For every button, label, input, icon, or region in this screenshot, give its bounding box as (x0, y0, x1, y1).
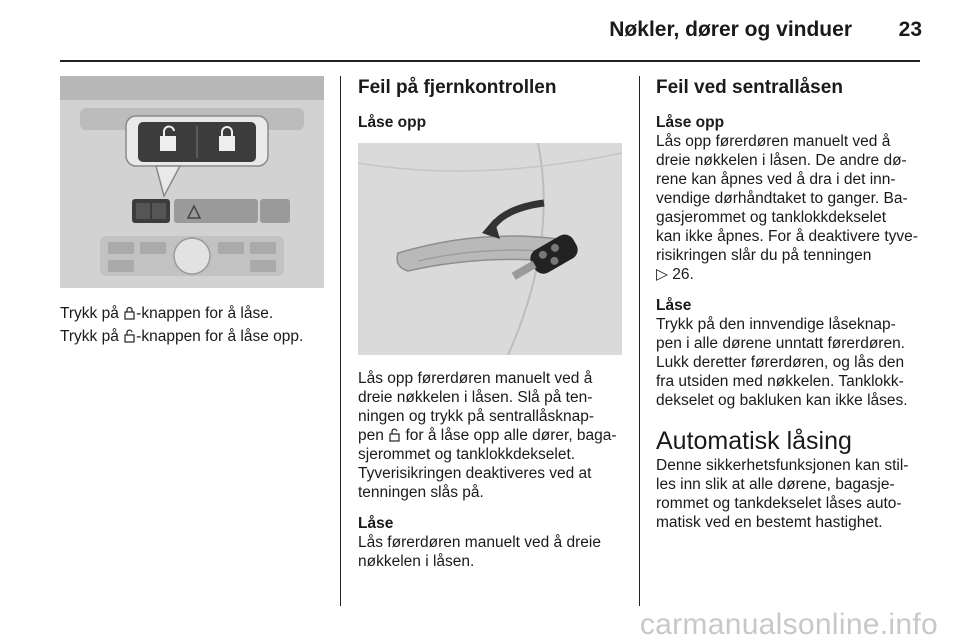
column-right (656, 76, 924, 532)
lock-instruction: Trykk på -knappen for å låse. (60, 305, 274, 322)
central-fault-unlock-text: Lås opp førerdøren manuelt ved å dreie nøkkelen i låsen. De andre dø- rene kan åpnes ved å dra i det inn- vendige dørhåndtaket to ganger. Ba- gasjerommet og tanklokkdekselet kan ikke åpnes. For å deaktivere tyve- risikringen slår du på tenningen ▷ 26. (656, 133, 918, 283)
subheading-lock: Låse (358, 515, 394, 532)
subheading-lock: Låse (656, 297, 692, 314)
section-heading-remote-fault: Feil på fjernkontrollen (358, 77, 557, 98)
subheading-unlock-figure: Låse opp (358, 114, 427, 131)
lock-open-icon (124, 329, 135, 343)
page-reference[interactable]: 26. (672, 266, 694, 283)
header-divider (60, 60, 920, 62)
remote-fault-lock-text: Lås førerdøren manuelt ved å dreie nøkkelen i låsen. (358, 534, 601, 570)
page-header-title: Nøkler, dører og vinduer (609, 18, 852, 41)
lock-closed-icon (124, 306, 135, 320)
page-number: 23 (898, 18, 922, 41)
unlock-instruction: Trykk på -knappen for å låse opp. (60, 328, 304, 345)
page-reference-arrow-icon: ▷ (656, 266, 668, 283)
section-heading-central-lock-fault: Feil ved sentrallåsen (656, 77, 843, 98)
watermark: carmanualsonline.info (639, 608, 938, 641)
column-divider-1 (340, 76, 341, 606)
section-heading-auto-lock: Automatisk låsing (656, 427, 852, 455)
subheading-unlock: Låse opp (656, 114, 725, 131)
dashboard-lock-buttons-illustration (60, 76, 324, 288)
column-middle (358, 76, 622, 571)
column-divider-2 (639, 76, 640, 606)
remote-fault-unlock-text: Lås opp førerdøren manuelt ved å dreie nøkkelen i låsen. Slå på ten- ningen og trykk på sentrallåsknap- pen for å låse opp alle dører, baga- sjerommet og tanklokkdekselet. Tyverisikringen deaktiveres ved at tenningen slås på. (358, 370, 617, 501)
door-handle-key-illustration (358, 143, 622, 355)
central-fault-lock-text: Trykk på den innvendige låseknap- pen i alle dørene unntatt førerdøren. Lukk deretter førerdøren, og lås den fra utsiden med nøkkelen. Tanklokk- dekselet og bakluken kan ikke låses. (656, 316, 908, 409)
lock-open-icon (389, 428, 400, 442)
auto-lock-text: Denne sikkerhetsfunksjonen kan stil- les inn slik at alle dørene, bagasje- rommet og tankdekselet låses auto- matisk ved en bestemt hastighet. (656, 457, 909, 531)
column-left (60, 76, 324, 346)
